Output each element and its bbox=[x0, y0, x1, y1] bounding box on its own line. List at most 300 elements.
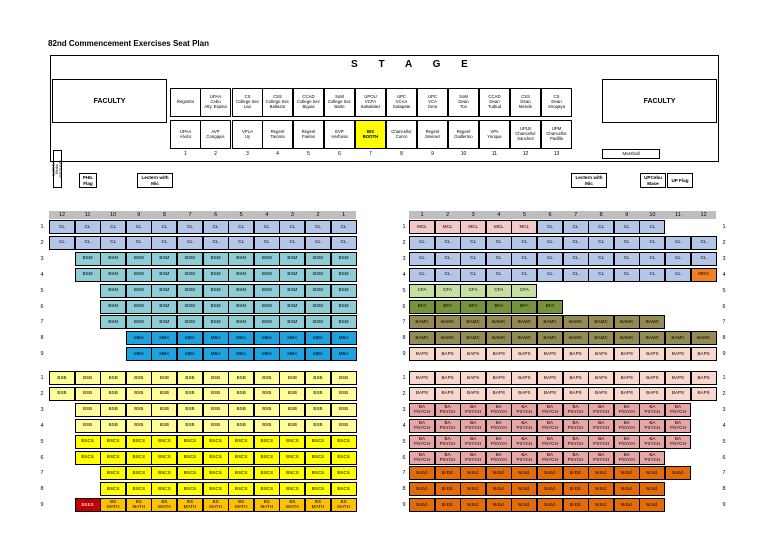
upper-left-seat: MBA bbox=[126, 331, 152, 345]
lower-left-seat: BSB bbox=[331, 419, 357, 433]
upper-left-seat: BSM bbox=[177, 252, 203, 266]
lower-left-seat: BS MATH bbox=[331, 498, 357, 512]
lower-left-seat: BS MATH bbox=[305, 498, 331, 512]
lower-left-seat: BSCS bbox=[177, 435, 203, 449]
upper-right-seat: BAPS bbox=[460, 347, 486, 361]
upper-left-seat: CL bbox=[305, 236, 331, 250]
upper-left-seat: BSM bbox=[305, 284, 331, 298]
lower-left-seat: BSB bbox=[49, 387, 75, 401]
upper-left-seat: BSM bbox=[279, 268, 305, 282]
lower-right-seat: BA PSYCH bbox=[511, 451, 537, 465]
upper-left-seat: CL bbox=[203, 236, 229, 250]
upper-left-seat: MBA bbox=[228, 331, 254, 345]
lower-left-seat: BSCS bbox=[203, 451, 229, 465]
lower-left-seat: BSB bbox=[100, 371, 126, 385]
upper-left-seat: MBA bbox=[279, 331, 305, 345]
lower-left-seat: BSCS bbox=[177, 466, 203, 480]
lower-right-seat: BAPS bbox=[511, 387, 537, 401]
upper-left-seat: BSM bbox=[203, 252, 229, 266]
lower-right-seat: BAPS bbox=[511, 371, 537, 385]
upper-right-seat: CL bbox=[665, 268, 691, 282]
lower-left-seat: BSB bbox=[126, 387, 152, 401]
upper-right-seat: CL bbox=[691, 236, 717, 250]
upper-left-seat: BSM bbox=[75, 268, 101, 282]
upper-right-seat: BAPS bbox=[537, 347, 563, 361]
lower-left-seat: BSCS bbox=[177, 482, 203, 496]
lower-left-seat: BSB bbox=[331, 403, 357, 417]
upper-right-col-label: 7 bbox=[574, 212, 578, 218]
lower-right-seat: M.Ed. bbox=[409, 498, 435, 512]
lower-right-row-number: 1 bbox=[402, 375, 406, 381]
upper-left-seat: BSM bbox=[279, 300, 305, 314]
lower-left-seat: BSCS bbox=[331, 435, 357, 449]
upper-left-seat: BSM bbox=[254, 315, 280, 329]
lower-right-seat: BA PSYCH bbox=[563, 419, 589, 433]
upper-right-seat: CL bbox=[639, 236, 665, 250]
upper-left-seat: BSM bbox=[305, 252, 331, 266]
lower-right-seat: BA PSYCH bbox=[665, 435, 691, 449]
upper-right-row-number: 6 bbox=[722, 303, 726, 310]
upper-right-seat: CL bbox=[409, 252, 435, 266]
official-seat-top-4: CSS College Sec Baltazar bbox=[262, 88, 293, 117]
upper-left-col-label: 2 bbox=[316, 212, 320, 218]
upper-right-col-label: 11 bbox=[675, 212, 681, 218]
upper-left-seat: BSM bbox=[305, 268, 331, 282]
lower-right-row-number: 6 bbox=[722, 454, 726, 461]
lower-right-seat: BA PSYCH bbox=[486, 403, 512, 417]
lower-left-seat: BSB bbox=[49, 371, 75, 385]
lower-right-seat: M.Ed. bbox=[639, 482, 665, 496]
official-seat-top-5: CCAD College Sec Biguia bbox=[293, 88, 324, 117]
lower-right-seat: M.Ed. bbox=[588, 482, 614, 496]
lower-right-row-number: 9 bbox=[722, 502, 726, 509]
upper-left-seat: BSM bbox=[151, 300, 177, 314]
lower-right-seat: BA PSYCH bbox=[537, 435, 563, 449]
lower-left-seat: BSB bbox=[331, 387, 357, 401]
upper-right-seat: CL bbox=[435, 236, 461, 250]
lower-left-seat: BSB bbox=[305, 371, 331, 385]
official-number-1: 1 bbox=[184, 151, 187, 157]
lower-right-seat: BAPS bbox=[665, 371, 691, 385]
upper-right-seat: CL bbox=[409, 236, 435, 250]
upper-right-col-label: 2 bbox=[446, 212, 450, 218]
upper-right-row-number: 2 bbox=[402, 239, 406, 246]
lower-right-seat: BAPS bbox=[614, 387, 640, 401]
lower-left-seat: BS MATH bbox=[203, 498, 229, 512]
lower-right-seat: M.Ed. bbox=[511, 498, 537, 512]
lower-right-row-number: 6 bbox=[402, 454, 406, 461]
lower-right-row-number: 1 bbox=[722, 375, 726, 381]
upper-left-col-label: 6 bbox=[214, 212, 218, 218]
upper-left-seat: MBA bbox=[177, 331, 203, 345]
lower-right-seat: BA PSYCH bbox=[639, 403, 665, 417]
lower-left-seat: BSCS bbox=[305, 451, 331, 465]
lower-left-seat: BSB bbox=[254, 387, 280, 401]
upper-right-seat: BAMC bbox=[614, 315, 640, 329]
upper-right-seat: CL bbox=[588, 252, 614, 266]
upper-right-seat: BFA bbox=[409, 300, 435, 314]
lower-right-seat: BA PSYCH bbox=[435, 403, 461, 417]
lower-right-seat: BAPS bbox=[563, 387, 589, 401]
upper-right-row-number: 8 bbox=[402, 335, 406, 342]
official-seat-bottom-3: VPLA Uy bbox=[232, 120, 263, 149]
upper-left-seat: CL bbox=[279, 220, 305, 234]
upper-left-col-label: 8 bbox=[162, 212, 166, 218]
lower-right-seat: BA PSYCH bbox=[486, 435, 512, 449]
upper-left-seat: BSM bbox=[151, 284, 177, 298]
lower-left-seat: BSB bbox=[331, 371, 357, 385]
upper-right-seat: CL bbox=[614, 236, 640, 250]
upper-right-col-label: 4 bbox=[497, 212, 501, 218]
lower-left-seat: BSCS bbox=[254, 435, 280, 449]
upper-right-row-number: 3 bbox=[402, 255, 406, 262]
official-number-13: 13 bbox=[553, 151, 560, 157]
upper-right-seat: CL bbox=[639, 252, 665, 266]
upper-left-seat: BSM bbox=[228, 315, 254, 329]
lower-right-seat: BA PSYCH bbox=[409, 435, 435, 449]
upper-left-seat: CL bbox=[49, 236, 75, 250]
lower-left-seat: BSCS bbox=[100, 435, 126, 449]
lower-right-seat: BA PSYCH bbox=[614, 403, 640, 417]
upper-left-seat: BSM bbox=[151, 315, 177, 329]
upper-right-row-number: 3 bbox=[722, 255, 726, 262]
lower-left-seat: BSB bbox=[75, 387, 101, 401]
lower-left-seat: BSCS bbox=[305, 466, 331, 480]
upper-right-seat: CL bbox=[588, 268, 614, 282]
upper-left-seat: BSM bbox=[279, 284, 305, 298]
upper-left-seat: BSM bbox=[126, 284, 152, 298]
upper-left-row-number: 3 bbox=[40, 255, 44, 262]
lower-right-seat: BA PSYCH bbox=[511, 435, 537, 449]
lower-right-seat: M.Ed. bbox=[537, 466, 563, 480]
lower-left-seat: BSCS bbox=[75, 451, 101, 465]
upper-left-seat: CL bbox=[126, 236, 152, 250]
lower-left-seat: BSCS bbox=[126, 482, 152, 496]
upper-right-seat: MDG bbox=[691, 268, 717, 282]
lower-left-seat: BSB bbox=[100, 419, 126, 433]
upper-left-seat: BSM bbox=[254, 252, 280, 266]
lower-right-seat: M.Ed. bbox=[409, 466, 435, 480]
upper-left-seat: CL bbox=[151, 236, 177, 250]
upper-left-seat: BSM bbox=[279, 252, 305, 266]
upper-right-seat: BAMC bbox=[486, 315, 512, 329]
lower-right-seat: BAPS bbox=[460, 371, 486, 385]
lower-left-seat: BSB bbox=[279, 403, 305, 417]
upper-right-col-label: 5 bbox=[522, 212, 526, 218]
upper-left-seat: BSM bbox=[203, 284, 229, 298]
lower-right-seat: BA PSYCH bbox=[563, 451, 589, 465]
upper-right-seat: BAMC bbox=[537, 331, 563, 345]
upper-right-seat: BAMC bbox=[460, 315, 486, 329]
lower-left-seat: BS MATH bbox=[228, 498, 254, 512]
official-seat-top-12: CSS Dean Mende bbox=[510, 88, 541, 117]
lower-left-seat: BSB bbox=[177, 387, 203, 401]
lower-right-seat: M.Ed. bbox=[614, 498, 640, 512]
upper-right-seat: BFA bbox=[511, 300, 537, 314]
lower-right-seat: BA PSYCH bbox=[409, 419, 435, 433]
lower-left-seat: BSB bbox=[177, 419, 203, 433]
lower-right-seat: BA PSYCH bbox=[435, 435, 461, 449]
lower-left-seat: BSB bbox=[305, 419, 331, 433]
lower-right-seat: M.Ed. bbox=[460, 482, 486, 496]
lower-right-seat: BAPS bbox=[409, 387, 435, 401]
upper-right-seat: BFA bbox=[435, 300, 461, 314]
lower-right-seat: M.Ed. bbox=[563, 482, 589, 496]
lower-right-seat: M.Ed. bbox=[639, 466, 665, 480]
lower-right-seat: BA PSYCH bbox=[511, 419, 537, 433]
lower-right-seat: M.Ed. bbox=[537, 482, 563, 496]
lower-right-seat: BAPS bbox=[588, 387, 614, 401]
upper-left-row-number: 8 bbox=[40, 335, 44, 342]
lower-right-seat: BA PSYCH bbox=[588, 435, 614, 449]
upper-right-seat: CL bbox=[588, 220, 614, 234]
upper-right-seat: BAPS bbox=[665, 347, 691, 361]
upper-left-seat: BSM bbox=[177, 315, 203, 329]
upper-right-seat: BAMC bbox=[639, 315, 665, 329]
lower-right-row-number: 4 bbox=[402, 422, 406, 429]
upper-left-seat: CL bbox=[177, 236, 203, 250]
upper-left-col-label: 1 bbox=[342, 212, 346, 218]
lower-left-seat: BSCS bbox=[305, 435, 331, 449]
lower-left-row-number: 4 bbox=[40, 422, 44, 429]
upper-left-seat: BSM bbox=[331, 315, 357, 329]
official-seat-top-10: SoM Dean Tox bbox=[448, 88, 479, 117]
upper-left-seat: CL bbox=[49, 220, 75, 234]
upper-left-col-label: 12 bbox=[58, 212, 66, 218]
lower-right-seat: BA PSYCH bbox=[460, 451, 486, 465]
lower-left-seat: BSB bbox=[203, 387, 229, 401]
upper-right-seat: BAMC bbox=[486, 331, 512, 345]
upper-left-seat: MBA bbox=[254, 331, 280, 345]
upper-right-col-label: 10 bbox=[649, 212, 656, 218]
stage-label: S T A G E bbox=[351, 59, 477, 70]
lower-right-seat: BA PSYCH bbox=[435, 451, 461, 465]
lower-right-seat: BA PSYCH bbox=[537, 451, 563, 465]
lower-right-seat: BA PSYCH bbox=[486, 451, 512, 465]
lower-right-row-number: 7 bbox=[722, 470, 726, 477]
official-seat-bottom-4: Regent Taroma bbox=[262, 120, 293, 149]
upper-left-row-number: 9 bbox=[40, 351, 44, 358]
upper-right-row-number: 2 bbox=[722, 239, 726, 246]
lower-left-seat: BSB bbox=[279, 371, 305, 385]
lower-right-seat: BAPS bbox=[639, 387, 665, 401]
lower-right-seat: BAPS bbox=[435, 371, 461, 385]
upper-left-seat: BSM bbox=[331, 300, 357, 314]
official-seat-top-9: UPC VCA Gera bbox=[417, 88, 448, 117]
up-flag-box: UP Flag bbox=[667, 173, 693, 188]
lower-left-seat: BSB bbox=[177, 403, 203, 417]
upper-right-seat: BFA bbox=[460, 300, 486, 314]
upper-left-seat: BSM bbox=[254, 300, 280, 314]
upper-right-seat: MCL bbox=[435, 220, 461, 234]
lower-left-seat: BSCS bbox=[331, 482, 357, 496]
upper-left-seat: BSM bbox=[126, 315, 152, 329]
upper-left-col-label: 4 bbox=[265, 212, 269, 218]
official-seat-bottom-10: Regent Guillermo bbox=[448, 120, 479, 149]
lower-left-seat: BSB bbox=[100, 403, 126, 417]
upper-left-seat: BSM bbox=[228, 268, 254, 282]
upper-right-seat: BAPS bbox=[409, 347, 435, 361]
upper-left-seat: BSM bbox=[177, 300, 203, 314]
upper-right-seat: CL bbox=[563, 236, 589, 250]
lower-right-row-number: 4 bbox=[722, 422, 726, 429]
upper-left-col-label: 3 bbox=[290, 212, 294, 218]
lower-left-seat: BSCS bbox=[203, 466, 229, 480]
lower-right-seat: BAPS bbox=[486, 371, 512, 385]
upper-right-row-number: 7 bbox=[722, 319, 726, 326]
upper-left-seat: MBA bbox=[254, 347, 280, 361]
upper-right-seat: CL bbox=[614, 268, 640, 282]
official-number-2: 2 bbox=[214, 151, 217, 157]
lower-left-seat: BSCS bbox=[177, 451, 203, 465]
lower-left-seat: BSCS bbox=[254, 466, 280, 480]
upper-left-seat: MBA bbox=[203, 331, 229, 345]
lower-right-seat: M.Ed. bbox=[537, 498, 563, 512]
upper-left-seat: MBA bbox=[151, 347, 177, 361]
official-number-8: 8 bbox=[400, 151, 403, 157]
lower-right-seat: BAPS bbox=[614, 371, 640, 385]
upper-right-seat: BAMC bbox=[563, 331, 589, 345]
upper-left-seat: CL bbox=[305, 220, 331, 234]
upper-left-seat: BSM bbox=[100, 300, 126, 314]
lower-right-seat: BA PSYCH bbox=[665, 419, 691, 433]
lower-right-row-number: 8 bbox=[722, 486, 726, 493]
official-seat-bottom-2: AVP Congajos bbox=[200, 120, 231, 149]
official-number-12: 12 bbox=[522, 151, 529, 157]
lower-right-seat: M.Ed. bbox=[614, 482, 640, 496]
upper-left-seat: CL bbox=[75, 220, 101, 234]
upper-left-seat: CL bbox=[126, 220, 152, 234]
lower-right-seat: BA PSYCH bbox=[614, 451, 640, 465]
lower-left-row-number: 8 bbox=[40, 486, 44, 493]
lower-left-seat: BSB bbox=[151, 387, 177, 401]
lower-right-seat: M.Ed. bbox=[511, 466, 537, 480]
upper-right-seat: CFA bbox=[486, 284, 512, 298]
lower-right-seat: M.Ed. bbox=[435, 498, 461, 512]
upper-left-seat: BSM bbox=[279, 315, 305, 329]
lower-right-seat: M.Ed. bbox=[486, 498, 512, 512]
lower-right-row-number: 3 bbox=[722, 406, 726, 413]
upper-left-seat: MBA bbox=[151, 331, 177, 345]
lower-left-seat: BSCS bbox=[151, 466, 177, 480]
upper-right-seat: BFA bbox=[486, 300, 512, 314]
upper-right-seat: BAPS bbox=[588, 347, 614, 361]
lower-left-seat: BSCS bbox=[151, 482, 177, 496]
lower-right-seat: M.Ed. bbox=[563, 466, 589, 480]
upper-right-seat: BAMC bbox=[691, 331, 717, 345]
official-seat-bottom-12: UPLB Chancellor Sanchez bbox=[510, 120, 541, 149]
upcebu-mace-box: UPCebu Mace bbox=[640, 173, 666, 188]
upper-left-seat: MBA bbox=[331, 347, 357, 361]
lower-left-seat: BSCS bbox=[254, 451, 280, 465]
lower-left-seat: BSB bbox=[126, 371, 152, 385]
lower-right-seat: BA PSYCH bbox=[665, 403, 691, 417]
lower-right-seat: BAPS bbox=[537, 387, 563, 401]
upper-left-seat: MBA bbox=[331, 331, 357, 345]
upper-right-seat: CFA bbox=[435, 284, 461, 298]
upper-left-seat: CL bbox=[228, 220, 254, 234]
upper-left-seat: CL bbox=[228, 236, 254, 250]
upper-left-seat: BSM bbox=[228, 252, 254, 266]
upper-right-seat: BAMC bbox=[588, 331, 614, 345]
upper-left-seat: BSM bbox=[305, 315, 331, 329]
official-seat-top-6: SoM College Sec Barte bbox=[324, 88, 355, 117]
official-number-5: 5 bbox=[307, 151, 310, 157]
upper-right-seat: CFA bbox=[409, 284, 435, 298]
lower-left-seat: BSCS bbox=[151, 451, 177, 465]
upper-left-seat: CL bbox=[100, 220, 126, 234]
upper-left-seat: MBA bbox=[203, 347, 229, 361]
lower-left-seat: BSB bbox=[203, 371, 229, 385]
upper-right-row-number: 1 bbox=[402, 224, 406, 230]
upper-left-seat: MBA bbox=[126, 347, 152, 361]
official-seat-top-13: CS Dean Siroqaya bbox=[541, 88, 572, 117]
upper-right-seat: BAMC bbox=[639, 331, 665, 345]
upper-right-seat: MCL bbox=[511, 220, 537, 234]
upper-right-seat: CL bbox=[665, 252, 691, 266]
upper-left-seat: CL bbox=[100, 236, 126, 250]
lower-left-row-number: 6 bbox=[40, 454, 44, 461]
upper-left-seat: MBA bbox=[305, 347, 331, 361]
lower-right-seat: M.Ed. bbox=[435, 466, 461, 480]
lower-right-seat: M.Ed. bbox=[486, 482, 512, 496]
lower-left-seat: BSES bbox=[75, 498, 101, 512]
lower-left-seat: BSB bbox=[126, 419, 152, 433]
upper-right-seat: BAPS bbox=[614, 347, 640, 361]
upper-left-seat: BSM bbox=[100, 268, 126, 282]
official-number-11: 11 bbox=[491, 151, 498, 157]
upper-left-row-number: 5 bbox=[40, 287, 44, 294]
lower-left-row-number: 2 bbox=[40, 390, 44, 397]
lower-right-seat: BA PSYCH bbox=[588, 451, 614, 465]
lower-right-seat: BA PSYCH bbox=[460, 419, 486, 433]
upper-right-seat: CL bbox=[486, 252, 512, 266]
upper-left-seat: BSM bbox=[254, 284, 280, 298]
lower-right-row-number: 3 bbox=[402, 406, 406, 413]
upper-right-seat: CL bbox=[435, 268, 461, 282]
upper-left-row-number: 4 bbox=[40, 271, 44, 278]
upper-right-seat: MCL bbox=[409, 220, 435, 234]
upper-left-seat: CL bbox=[177, 220, 203, 234]
upper-right-seat: CL bbox=[639, 220, 665, 234]
lower-left-seat: BSCS bbox=[100, 451, 126, 465]
official-seat-bottom-7: BIS BOOTH bbox=[355, 120, 386, 149]
lower-left-row-number: 7 bbox=[40, 470, 44, 477]
upper-right-row-number: 9 bbox=[722, 351, 726, 358]
lower-right-seat: BA PSYCH bbox=[588, 419, 614, 433]
upper-left-seat: CL bbox=[279, 236, 305, 250]
upper-left-seat: BSM bbox=[100, 252, 126, 266]
lower-right-row-number: 8 bbox=[402, 486, 406, 493]
upper-left-seat: CL bbox=[75, 236, 101, 250]
upper-right-seat: CL bbox=[563, 252, 589, 266]
official-seat-top-3: CS College Sec Lao bbox=[232, 88, 263, 117]
lower-right-row-number: 9 bbox=[402, 502, 406, 509]
upper-left-seat: BSM bbox=[126, 268, 152, 282]
upper-right-seat: BAMC bbox=[614, 331, 640, 345]
lower-right-seat: M.Ed. bbox=[665, 466, 691, 480]
lower-left-row-number: 5 bbox=[40, 438, 44, 445]
lower-left-seat: BSCS bbox=[279, 482, 305, 496]
official-seat-bottom-11: VPA Yunque bbox=[479, 120, 510, 149]
lower-left-seat: BSB bbox=[254, 371, 280, 385]
lower-left-seat: BS MATH bbox=[254, 498, 280, 512]
phil-flag-box: PHIL Flag bbox=[79, 173, 97, 188]
lower-right-seat: BAPS bbox=[639, 371, 665, 385]
lower-right-seat: BAPS bbox=[691, 371, 717, 385]
lower-right-seat: BA PSYCH bbox=[537, 419, 563, 433]
lower-right-seat: BAPS bbox=[435, 387, 461, 401]
